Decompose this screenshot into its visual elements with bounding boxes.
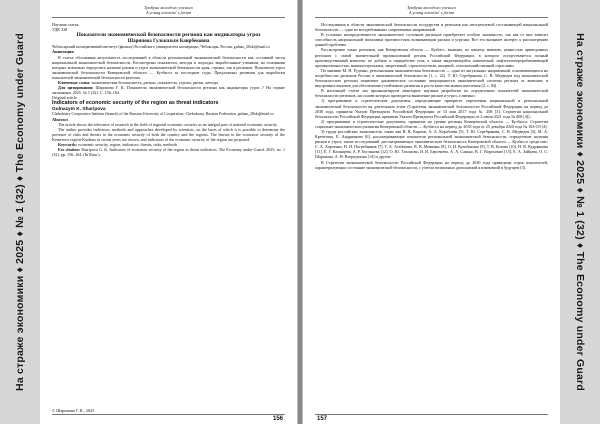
footer-rule-right bbox=[315, 414, 548, 415]
left-page-content bbox=[52, 22, 285, 157]
citation-label-ru: Для цитирования: bbox=[58, 85, 93, 90]
body-paragraph: 1) программные и стратегические документы, определяющие приоритет укрепления национальной и региональной экономической безопасности на длительном этапе (Стратегия экономической безопасности Российской Федерации на период до 2030 года, принятая Указом Президента Российской Федерации от 13 мая 2017 года № 208 [3]; Стратегия национальной безопасности Российской Федерации, принятая Указом Президента Российской Федерации от 2 июля 2021 года № 400 [4]); bbox=[315, 98, 548, 118]
right-page-content bbox=[315, 22, 548, 170]
page-number-left: 156 bbox=[273, 416, 283, 423]
copyright-notice: © Шарипова Г. К., 2025 bbox=[52, 408, 94, 413]
body-paragraph: Рассмотрение таких регионов, как Кемеровская область — Кузбасс, вызвано, по нашему мнению, ценностью приведенных регионов с самой значительной промышленной регион Российской Федерации, в котором осуществляется полный производственный комплекс по добыче и переработке угля, а также выделяющийся химической, нефтегазоперерабатывающей промышленностью, машиностроением, энергетикой, строительством, пищевой, сельскохозяйственной отраслями. bbox=[315, 47, 548, 67]
keywords-text-en: economic security, region, indicators, threats, risks, methods bbox=[78, 142, 177, 147]
abstract-text-en-2: The author provides indicators, methods and approaches developed by scientists, on the basis of which it is possible to determine the presence of risks and threats to the economic security of both the country and the regions. The threats to the economic security of the Kemerovo region-Kuzbass in recent years are shown, and indicators of the economic security of the region are proposed. bbox=[52, 127, 285, 142]
body-paragraph: В настоящей статье мы проанализируем некоторые научные разработки по определению показателей экономической безопасности регионов, на основе которых проводятся выявление рисков и угроз, а именно: bbox=[315, 88, 548, 98]
body-paragraph: 2) программные и стратегические документы, принятые на уровне региона Кемеровской области — Кузбасса: Стратегия социально-экономического развития Кемеровской области — Кузбасса на период до 2035 года от 25 декабря 2020 года № 163-ОЗ [4]; bbox=[315, 119, 548, 129]
udc-code: УДК 338 bbox=[52, 27, 285, 32]
header-line-ru: Трибуна молодого ученого bbox=[40, 5, 297, 10]
abstract-text-ru: В статье обоснована актуальность исследований в области региональной экономической безопасности как составной части национальной экономической безопасности. Рассмотрены показатели, методы и подходы, выработанные учеными, на основании которых возможно определить наличие рисков и угроз экономической безопасности края, страны, так и регионов. Показатели угроз экономической безопасности Кемеровской области — Кузбасса за последние годы. Предложены решения для выработки показателей экономической безопасности региона. bbox=[52, 55, 285, 80]
citation-text-en: Sharipova G. K. Indicators of economic security of the region as threat indicators. The Economy under Guard. 2025; no. 1 (32), pp. 156–164. (In Russ.). bbox=[52, 147, 285, 157]
header-line-en-right: A young scientist' s forum bbox=[303, 10, 560, 15]
keywords-text-ru: экономическая безопасность, регион, показатели, угрозы, риски, методы bbox=[91, 80, 218, 85]
keywords-label-ru: Ключевые слова: bbox=[58, 80, 90, 85]
body-paragraph: По мнению М. Н. Руденко, региональная экономическая безопасность — одно из актуальных направлений, основывающихся на потребностях регионов России в экономической безопасности [1, с. 22]. Т. Ю. Серебрякова, С. В. Медведев под экономической безопасностью региона понимают динамическое состояние защищенности экономической системы региона от внешних и внутренних вызовов для обеспечения устойчивого развития и роста качества жизни населения [2, с. 84]. bbox=[315, 68, 548, 88]
running-header-left bbox=[40, 5, 297, 15]
right-spine-text: На страже экономики ♦ 2025 ♦ № 1 (32) ♦ The Economy under Guard bbox=[574, 33, 586, 391]
footer-rule-left bbox=[52, 414, 285, 415]
body-paragraph: 3) труды российских экономистов, таких как В. В. Карпов, А. А. Кораблева [5], Т. Ю. Серебрякова, С. В. Медведев [2], М. А. Кречетова, Е. Андрианова [6], рассматривающие показатели региональной экономической безопасности, определение наличия рисков и угроз; также исследований, рассматривающих экономическую безопасность Кемеровской области — Кузбасса среди них: С. А. Харченко, Н. И. Погребняков [7], Т. А. Агабекова, В. В. Миненко [8], О. И. Кулибакина [9], Т. В. Котова [10], Н. В. Кудрявцева [11], Е. Г. Казанцева, А. Р. Бугланова [12], О. Ю. Тихонова, И. И. Берсенева, А. А. Санько, В. Г. Ворохович [13], Е. А. Зайцева, О. С. Шарапова, А. Н. Второушина [14] и другие. bbox=[315, 129, 548, 160]
left-page bbox=[40, 0, 298, 424]
running-header-right bbox=[303, 5, 560, 15]
citation-en bbox=[52, 147, 285, 157]
right-page bbox=[302, 0, 560, 424]
keywords-label-en: Keywords: bbox=[58, 142, 77, 147]
abstract-heading-ru: Аннотация bbox=[52, 49, 285, 54]
body-paragraph: В Стратегии экономической безопасности Российской Федерации на период до 2030 года приведены сорок показателей, характеризующих состояние экономической безопасности, с учетом возможных дополнений и изменений в будущем [3]. bbox=[315, 160, 548, 170]
citation-text-ru: Шарипова Г. К. Показатели экономической безопасности региона как индикаторы угроз // На страже экономики. 2025. № 1 (32). С. 156–164. bbox=[52, 85, 285, 95]
left-spine-sidebar bbox=[0, 0, 40, 424]
citation-ru bbox=[52, 85, 285, 95]
article-title-ru: Показатели экономической безопасности региона как индикаторы угроз bbox=[52, 32, 285, 38]
article-type-ru: Научная статья bbox=[52, 22, 285, 27]
header-rule-left bbox=[52, 17, 285, 18]
header-rule-right bbox=[315, 17, 548, 18]
abstract-text-en-1: The article shows the relevance of research in the field of regional economic security as an integral part of national economic security. bbox=[52, 122, 285, 127]
left-spine-text: На страже экономики ♦ 2025 ♦ № 1 (32) ♦ The Economy under Guard bbox=[14, 33, 26, 391]
article-title-en: Indicators of economic security of the region as threat indicators bbox=[52, 100, 285, 106]
header-line-ru-right: Трибуна молодого ученого bbox=[303, 5, 560, 10]
body-paragraph: В условиях неопределенности экономическое состояние регионов приобретает особую значимость, так как от них зависит способность национальной экономики противостоять возникающим рискам и угрозам. Все это вызывает интерес к рассмотрению данной проблемы. bbox=[315, 32, 548, 47]
abstract-heading-en: Abstract bbox=[52, 117, 285, 122]
author-affiliation-en: Cheboksary Cooperative Institute (branch) of the Russian University of Cooperation, Cheboksary, Russian Federation, gulnaz_28okt@mail.ru bbox=[52, 112, 285, 117]
right-spine-sidebar bbox=[560, 0, 600, 424]
header-line-en: A young scientist' s forum bbox=[40, 10, 297, 15]
author-name-ru: Шарипова Гульназым Каирбековна bbox=[52, 39, 285, 45]
author-affiliation-ru: Чебоксарский кооперативный институт (филиал) Российского университета кооперации, Чебоксары, Россия, gulnaz_28okt@mail.ru bbox=[52, 45, 285, 50]
citation-label-en: For citation: bbox=[58, 147, 80, 152]
page-number-right: 157 bbox=[317, 416, 327, 423]
original-article-label: Original article bbox=[52, 95, 285, 100]
author-name-en: Gulnazym K. Sharipova bbox=[52, 107, 285, 112]
body-paragraph: Исследования в области экономической безопасности государства и регионов как неотъемлемой составляющей национальной безопасности — одно из востребованных современных направлений. bbox=[315, 22, 548, 32]
